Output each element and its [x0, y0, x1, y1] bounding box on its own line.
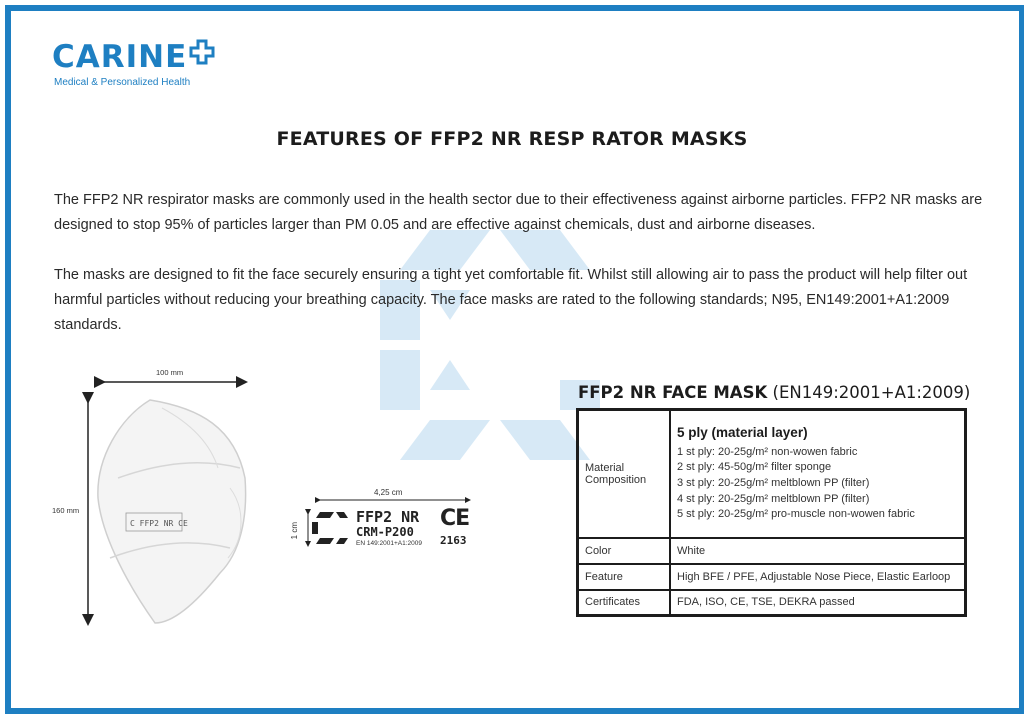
mask-illustration: [50, 368, 250, 628]
table-row: [578, 564, 966, 590]
ce-number: 2163: [440, 534, 467, 547]
print-model-code: CRM-P200: [356, 525, 414, 539]
mask-drawing: [50, 368, 250, 628]
brand-tagline: Medical & Personalized Health: [54, 77, 191, 88]
row-key: Certificates: [578, 590, 671, 616]
print-standard: EN 149:2001+A1:2009: [356, 540, 422, 547]
plus-cross-icon: [189, 39, 215, 65]
row-value: FDA, ISO, CE, TSE, DEKRA passed: [670, 590, 966, 616]
spec-table-title-standard: (EN149:2001+A1:2009): [772, 383, 971, 402]
spec-table: [576, 408, 967, 617]
table-row: [578, 590, 966, 616]
intro-paragraph: The FFP2 NR respirator masks are commonly used in the health sector due to their effectiveness against airborne particles. FFP2 NR masks are designed to stop 95% of particles larger than PM 0.05 and are effective against chemicals, dust and airborne diseases.: [54, 192, 983, 233]
material-heading: 5 ply (material layer): [677, 424, 808, 440]
row-key: Feature: [578, 564, 671, 590]
row-value: White: [670, 538, 966, 564]
ply-line: 5 st ply: 20-25g/m² pro-muscle non-wowen fabric: [677, 508, 915, 521]
spec-table-title: [578, 383, 970, 402]
svg-text:C FFP2 NR CE: C FFP2 NR CE: [130, 519, 188, 528]
mask-print-label: [290, 486, 480, 556]
ply-line: 2 st ply: 45-50g/m² filter sponge: [677, 461, 832, 474]
table-row: [578, 410, 966, 538]
material-value-cell: [670, 410, 966, 538]
material-key-cell: Material Composition: [578, 410, 671, 538]
mask-width-label: 100 mm: [156, 368, 184, 377]
print-width-label: 4,25 cm: [374, 488, 403, 497]
ply-line: 3 st ply: 20-25g/m² meltblown PP (filter): [677, 476, 870, 489]
mask-height-label: 160 mm: [52, 506, 80, 515]
row-key: Color: [578, 538, 671, 564]
brand-logo: [52, 39, 215, 88]
ply-line: 1 st ply: 20-25g/m² non-wowen fabric: [677, 445, 858, 458]
ply-line: 4 st ply: 20-25g/m² meltblown PP (filter): [677, 492, 870, 505]
page-title: FEATURES OF FFP2 NR RESP RATOR MASKS: [276, 128, 748, 150]
row-value: High BFE / PFE, Adjustable Nose Piece, Elastic Earloop: [670, 564, 966, 590]
print-height-label: 1 cm: [290, 522, 299, 540]
print-model-name: FFP2 NR: [356, 508, 420, 526]
ce-mark: CE: [440, 506, 470, 531]
fit-paragraph: The masks are designed to fit the face securely ensuring a tight yet comfortable fit. Whilst still allowing air to pass the product will help filter out harmful particles without reducing your breathing capacity. The face masks are rated to the following standards; N95, EN149:2001+A1:2009 standards.: [54, 267, 968, 333]
spec-table-title-bold: FFP2 NR FACE MASK: [578, 383, 768, 402]
brand-name: CARINE: [52, 39, 188, 75]
table-row: [578, 538, 966, 564]
